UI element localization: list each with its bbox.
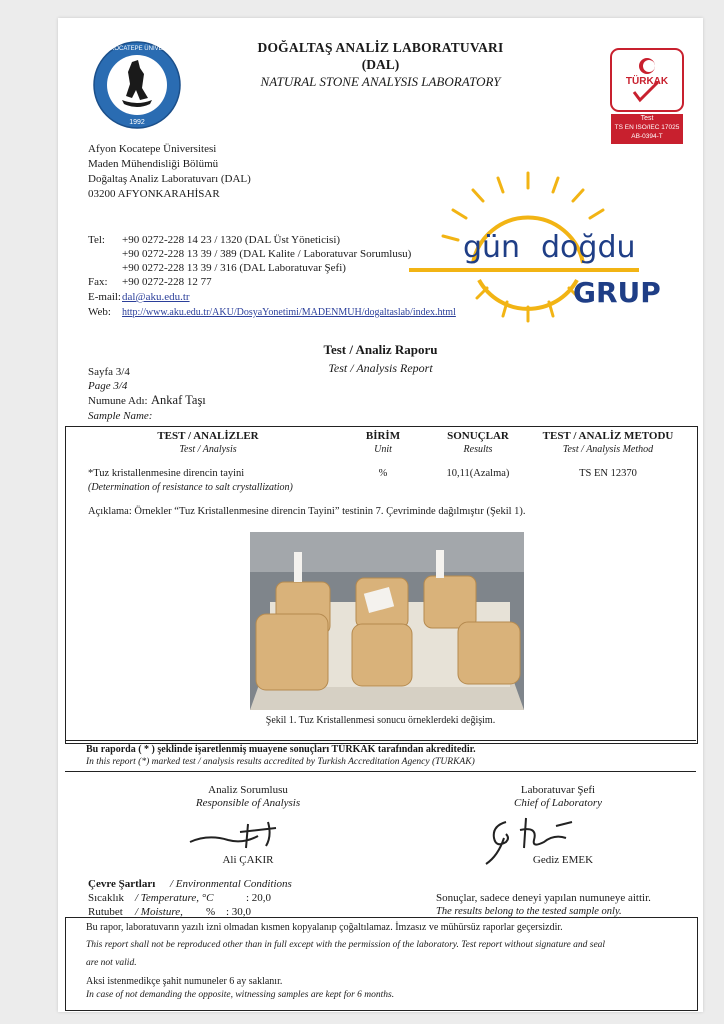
tel-line-3: +90 0272-228 13 39 / 316 (DAL Laboratuvar Şefi) bbox=[122, 262, 346, 274]
footer-line-2-en: In case of not demanding the opposite, witnessing samples are kept for 6 months. bbox=[86, 990, 395, 1000]
env-heading-tr: Çevre Şartları bbox=[88, 878, 156, 890]
right-signatory-name: Gediz EMEK bbox=[532, 854, 594, 866]
turkak-line1: Test bbox=[640, 115, 654, 122]
address-line-1: Afyon Kocatepe Üniversitesi bbox=[88, 143, 217, 155]
turkak-badge bbox=[610, 48, 684, 144]
right-signatory-title-en: Chief of Laboratory bbox=[513, 797, 602, 809]
email-link[interactable]: dal@aku.edu.tr bbox=[122, 291, 190, 303]
logo-ring-text: AFYON KOCATEPE ÜNİVERSİTESİ bbox=[92, 46, 182, 52]
col-test-header-en: Test / Analysis bbox=[179, 444, 237, 455]
col-results-header-en: Results bbox=[463, 444, 493, 455]
turkak-brand: TÜRKAK bbox=[625, 76, 669, 87]
divider bbox=[65, 771, 696, 772]
sample-photo bbox=[250, 532, 524, 710]
brand-word-1: gün bbox=[463, 230, 521, 265]
left-signatory-title-en: Responsible of Analysis bbox=[195, 797, 301, 809]
results-note-tr: Sonuçlar, sadece deneyi yapılan numuneye aittir. bbox=[436, 892, 651, 904]
sample-name: Ankaf Taşı bbox=[151, 393, 206, 407]
footer-line-2-tr: Aksi istenmedikçe şahit numuneler 6 ay saklanır. bbox=[86, 976, 283, 987]
col-method-header-en: Test / Analysis Method bbox=[562, 444, 654, 455]
row1-test-tr: *Tuz kristallenmesine direncin tayini bbox=[88, 468, 245, 479]
col-test-header: TEST / ANALİZLER bbox=[157, 430, 259, 442]
address-line-4: 03200 AFYONKARAHİSAR bbox=[88, 188, 220, 200]
tel-label: Tel: bbox=[88, 234, 105, 246]
left-signatory-title: Analiz Sorumlusu bbox=[208, 784, 288, 796]
web-label: Web: bbox=[88, 306, 111, 318]
left-signature bbox=[188, 814, 288, 854]
turkak-line2: TS EN ISO/IEC 17025 bbox=[614, 124, 680, 131]
right-signatory-title: Laboratuvar Şefi bbox=[520, 784, 596, 796]
accreditation-note-en: In this report (*) marked test / analysis results accredited by Turkish Accreditation Agency (TURKAK) bbox=[86, 757, 475, 767]
left-signatory-name: Ali ÇAKIR bbox=[222, 854, 274, 866]
tel-line-1: +90 0272-228 14 23 / 1320 (DAL Üst Yöneticisi) bbox=[122, 234, 341, 246]
row1-method: TS EN 12370 bbox=[579, 468, 637, 479]
row1-unit: % bbox=[378, 468, 388, 479]
report-title-en: Test / Analysis Report bbox=[328, 361, 433, 375]
sample-label-tr: Numune Adı: bbox=[88, 395, 148, 407]
brand-word-3: GRUP bbox=[573, 276, 661, 309]
brand-word-2: doğdu bbox=[541, 230, 636, 265]
report-page bbox=[58, 18, 703, 1012]
temperature-label: Sıcaklık bbox=[88, 892, 125, 904]
results-note-en: The results belong to the tested sample only. bbox=[436, 906, 622, 917]
accreditation-note-tr: Bu raporda ( * ) şeklinde işaretlenmiş muayene sonuçları TÜRKAK tarafından akreditedir. bbox=[86, 744, 476, 755]
humidity-label: Rutubet bbox=[88, 906, 123, 918]
footer-line-1-en: This report shall not be reproduced other than in full except with the permission of the laboratory. Test report without signature and seal bbox=[86, 940, 606, 950]
email-label: E-mail: bbox=[88, 291, 121, 303]
lab-name-tr: DOĞALTAŞ ANALİZ LABORATUVARI bbox=[257, 40, 504, 55]
address-line-3: Doğaltaş Analiz Laboratuvarı (DAL) bbox=[88, 173, 251, 185]
row1-test-en: (Determination of resistance to salt crystallization) bbox=[88, 482, 293, 493]
footer-line-1-tr: Bu rapor, laboratuvarın yazılı izni olmadan kısmen kopyalanıp çoğaltılamaz. İmzasız ve mühürsüz raporlar geçersizdir. bbox=[86, 922, 563, 933]
address-line-2: Maden Mühendisliği Bölümü bbox=[88, 158, 219, 170]
web-link[interactable]: http://www.aku.edu.tr/AKU/DosyaYonetimi/MADENMUH/dogaltaslab/index.html bbox=[122, 307, 456, 318]
description-note: Açıklama: Örnekler “Tuz Kristallenmesine direncin Tayini” testinin 7. Çevriminde dağılmıştır (Şekil 1). bbox=[88, 506, 526, 517]
col-unit-header: BİRİM bbox=[365, 430, 401, 442]
page-number-en: Page 3/4 bbox=[88, 380, 128, 392]
temperature-value: : 20,0 bbox=[246, 892, 272, 904]
divider bbox=[65, 740, 696, 741]
footer-line-1-en-cont: are not valid. bbox=[86, 958, 137, 968]
sample-label-en: Sample Name: bbox=[88, 410, 153, 422]
report-title-tr: Test / Analiz Raporu bbox=[323, 342, 438, 357]
fax-label: Fax: bbox=[88, 276, 108, 288]
col-method-header: TEST / ANALİZ METODU bbox=[542, 430, 674, 442]
col-unit-header-en: Unit bbox=[374, 444, 392, 455]
logo-year: 1992 bbox=[129, 119, 145, 126]
humidity-unit: % bbox=[206, 906, 216, 918]
humidity-value: : 30,0 bbox=[226, 906, 252, 918]
fax-number: +90 0272-228 12 77 bbox=[122, 276, 212, 288]
col-results-header: SONUÇLAR bbox=[447, 430, 509, 442]
gundogdu-brand-watermark bbox=[403, 168, 661, 333]
figure-caption: Şekil 1. Tuz Kristallenmesi sonucu örneklerdeki değişim. bbox=[265, 715, 496, 726]
lab-abbr: (DAL) bbox=[361, 57, 400, 72]
env-heading-en: / Environmental Conditions bbox=[170, 878, 292, 890]
tel-line-2: +90 0272-228 13 39 / 389 (DAL Kalite / Laboratuvar Sorumlusu) bbox=[122, 248, 412, 260]
humidity-label-en: / Moisture, bbox=[135, 906, 183, 918]
lab-name-en: NATURAL STONE ANALYSIS LABORATORY bbox=[260, 74, 501, 89]
turkak-line3: AB-0394-T bbox=[631, 133, 663, 140]
temperature-label-en: / Temperature, °C bbox=[135, 892, 214, 904]
page-number-tr: Sayfa 3/4 bbox=[88, 366, 130, 378]
row1-result: 10,11(Azalma) bbox=[446, 468, 510, 479]
